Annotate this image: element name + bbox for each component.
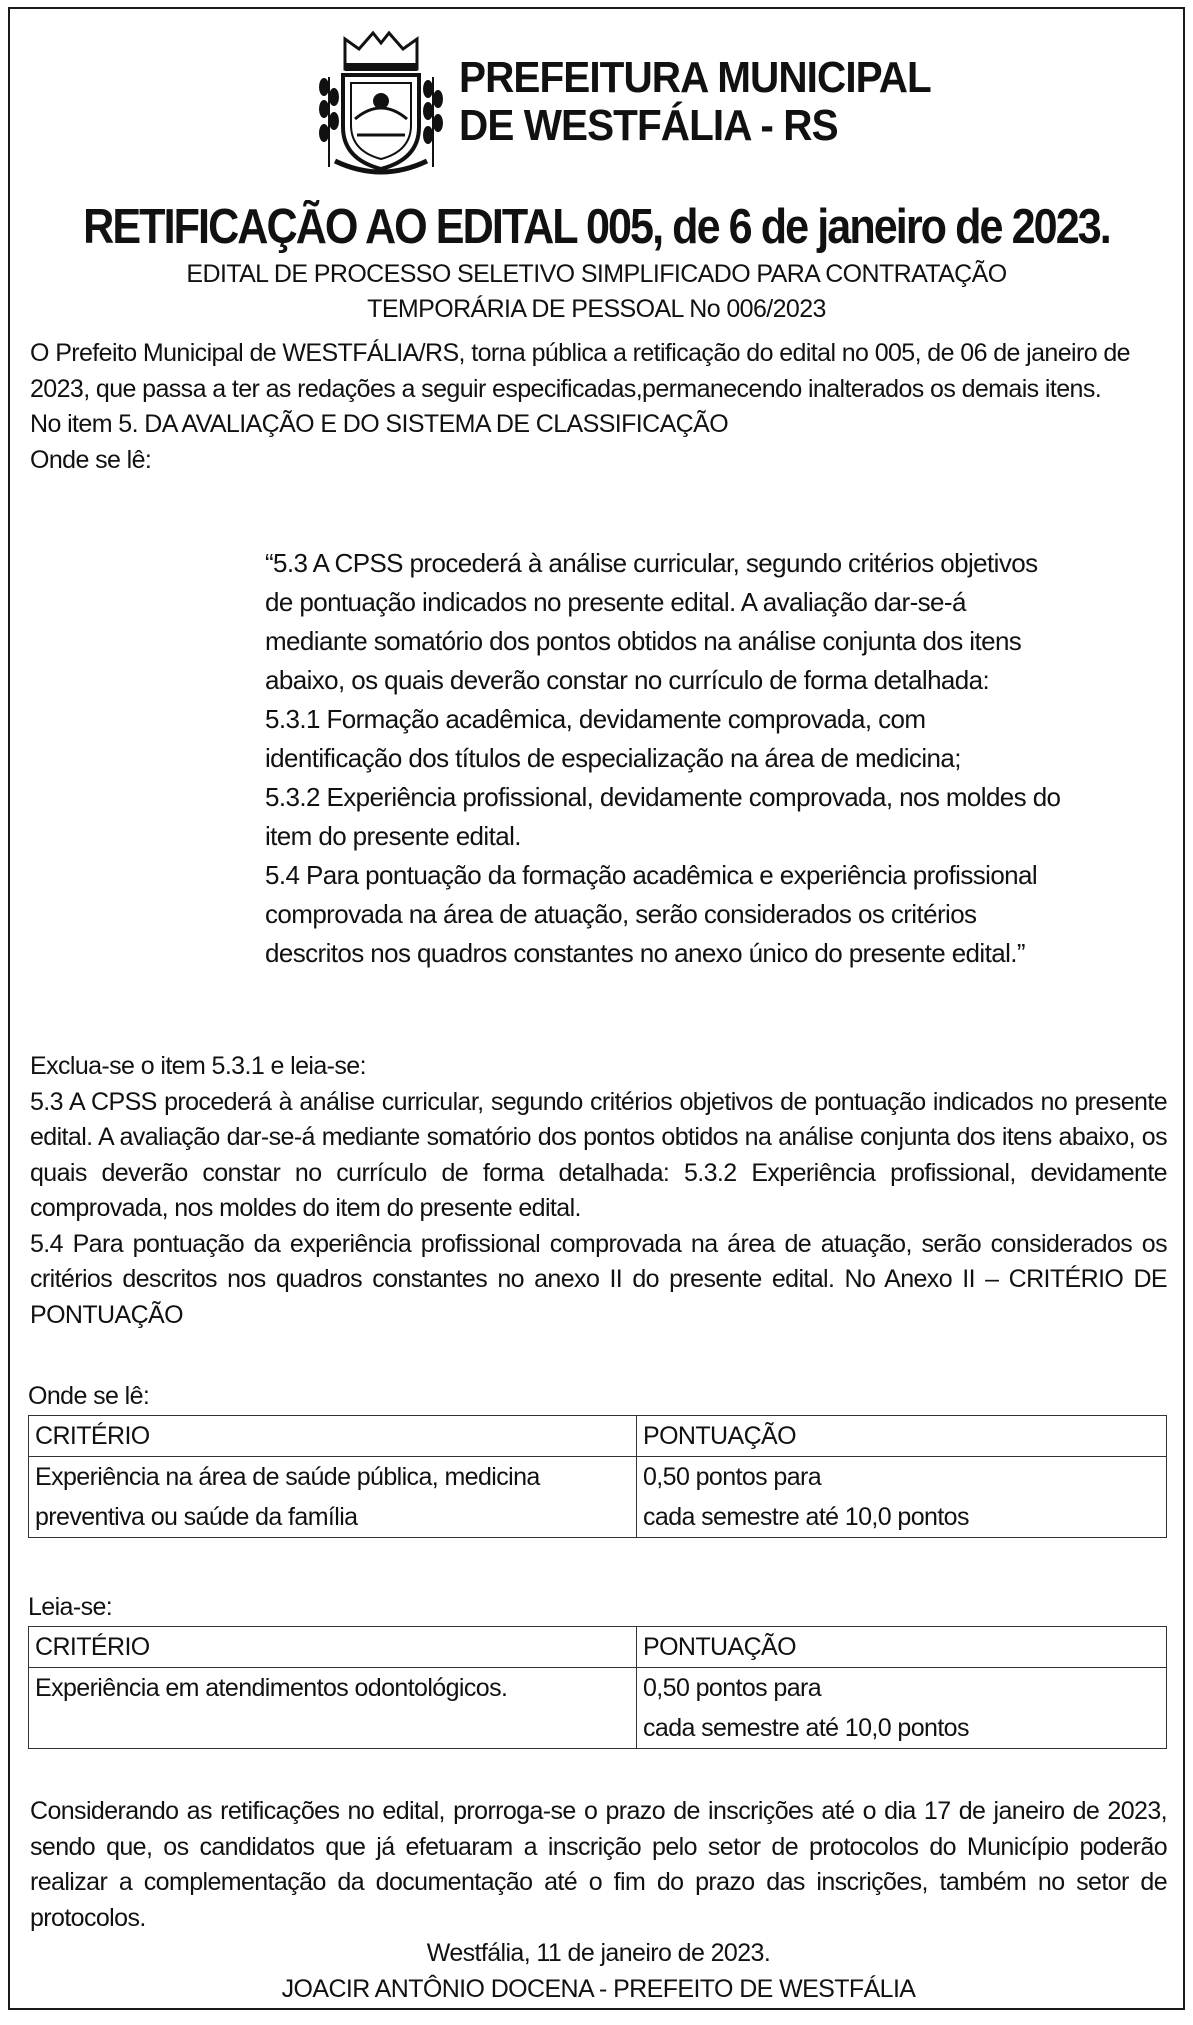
quote-paragraph-532: 5.3.2 Experiência profissional, devidamente comprovada, nos moldes do item do presente edital. bbox=[265, 782, 1061, 851]
quote-paragraph-531: 5.3.1 Formação acadêmica, devidamente comprovada, com identificação dos títulos de especialização na área de medicina; bbox=[265, 704, 961, 773]
table-header-row bbox=[29, 1415, 1167, 1456]
intro-section bbox=[30, 336, 1167, 478]
notice-page bbox=[8, 7, 1185, 2010]
table2-label: Leia-se: bbox=[28, 1593, 113, 1621]
table-header-pontuacao: PONTUAÇÃO bbox=[637, 1415, 1167, 1456]
table-cell-criterio: Experiência em atendimentos odontológicos. bbox=[29, 1667, 637, 1748]
table-onde-se-le-section bbox=[28, 1379, 1167, 1538]
table-header-criterio: CRITÉRIO bbox=[29, 1626, 637, 1667]
organization-name-line2: DE WESTFÁLIA - RS bbox=[459, 101, 838, 150]
table-header-pontuacao: PONTUAÇÃO bbox=[637, 1626, 1167, 1667]
quoted-original-text bbox=[265, 544, 1065, 973]
municipal-coat-of-arms-icon bbox=[315, 27, 447, 177]
table-row bbox=[29, 1667, 1167, 1748]
onde-se-le-label: Onde se lê: bbox=[30, 445, 152, 474]
document-title: RETIFICAÇÃO AO EDITAL 005, de 6 de janeiro de 2023. bbox=[83, 200, 1110, 254]
new-paragraph-54: 5.4 Para pontuação da experiência profissional comprovada na área de atuação, serão considerados os critérios descritos nos quadros constantes no anexo II do presente edital. No Anexo II – CRITÉRIO DE PONTUAÇÃO bbox=[30, 1229, 1167, 1329]
date-line: Westfália, 11 de janeiro de 2023. bbox=[426, 1939, 771, 1967]
quote-paragraph-53: “5.3 A CPSS procederá à análise curricular, segundo critérios objetivos de pontuação indicados no presente edital. A avaliação dar-se-á mediante somatório dos pontos obtidos na análise conjunta dos itens abaixo, os quais deverão constar no currículo de forma detalhada: bbox=[265, 548, 1038, 695]
header bbox=[315, 27, 972, 177]
table-cell-pontuacao bbox=[637, 1456, 1167, 1537]
criteria-table-original bbox=[28, 1415, 1167, 1538]
table-cell-pontuacao bbox=[637, 1667, 1167, 1748]
replacement-section bbox=[30, 1049, 1167, 1333]
closing-section bbox=[30, 1794, 1167, 2007]
pontuacao-line2: cada semestre até 10,0 pontos bbox=[643, 1502, 969, 1531]
table-row bbox=[29, 1456, 1167, 1537]
signature-line: JOACIR ANTÔNIO DOCENA - PREFEITO DE WESTFÁLIA bbox=[281, 1974, 916, 2003]
criteria-table-corrected bbox=[28, 1626, 1167, 1749]
item-heading: No item 5. DA AVALIAÇÃO E DO SISTEMA DE CLASSIFICAÇÃO bbox=[30, 410, 729, 438]
table-header-row bbox=[29, 1626, 1167, 1667]
exclusion-note: Exclua-se o item 5.3.1 e leia-se: bbox=[30, 1052, 366, 1080]
table-leia-se-section bbox=[28, 1590, 1167, 1749]
intro-paragraph: O Prefeito Municipal de WESTFÁLIA/RS, torna pública a retificação do edital no 005, de 06 de janeiro de 2023, que passa a ter as redações a seguir especificadas,permanecendo inalterados os demais itens. bbox=[30, 339, 1130, 403]
subtitle-line1: EDITAL DE PROCESSO SELETIVO SIMPLIFICADO PARA CONTRATAÇÃO bbox=[186, 260, 1007, 288]
document-subtitle bbox=[10, 257, 1183, 327]
organization-name bbox=[459, 54, 931, 149]
table-header-criterio: CRITÉRIO bbox=[29, 1415, 637, 1456]
subtitle-line2: TEMPORÁRIA DE PESSOAL No 006/2023 bbox=[367, 295, 826, 323]
table1-label: Onde se lê: bbox=[28, 1382, 150, 1410]
table-cell-criterio: Experiência na área de saúde pública, medicina preventiva ou saúde da família bbox=[29, 1456, 637, 1537]
pontuacao-line1: 0,50 pontos para bbox=[643, 1462, 822, 1491]
closing-paragraph: Considerando as retificações no edital, prorroga-se o prazo de inscrições até o dia 17 de janeiro de 2023, sendo que, os candidatos que já efetuaram a inscrição pelo setor de protocolos do Município poderão realizar a complementação da documentação até o fim do prazo das inscrições, também no setor de protocolos. bbox=[30, 1797, 1167, 1932]
pontuacao-line2: cada semestre até 10,0 pontos bbox=[643, 1713, 969, 1742]
new-paragraph-53: 5.3 A CPSS procederá à análise curricular, segundo critérios objetivos de pontuação indicados no presente edital. A avaliação dar-se-á mediante somatório dos pontos obtidos na análise conjunta dos itens abaixo, os quais deverão constar no currículo de forma detalhada: 5.3.2 Experiência profissional, devidamente comprovada, nos moldes do item do presente edital. bbox=[30, 1087, 1167, 1222]
pontuacao-line1: 0,50 pontos para bbox=[643, 1673, 822, 1702]
organization-name-line1: PREFEITURA MUNICIPAL bbox=[459, 53, 931, 103]
quote-paragraph-54: 5.4 Para pontuação da formação acadêmica e experiência profissional comprovada na área de atuação, serão considerados os critérios descritos nos quadros constantes no anexo único do presente edital.” bbox=[265, 860, 1038, 968]
